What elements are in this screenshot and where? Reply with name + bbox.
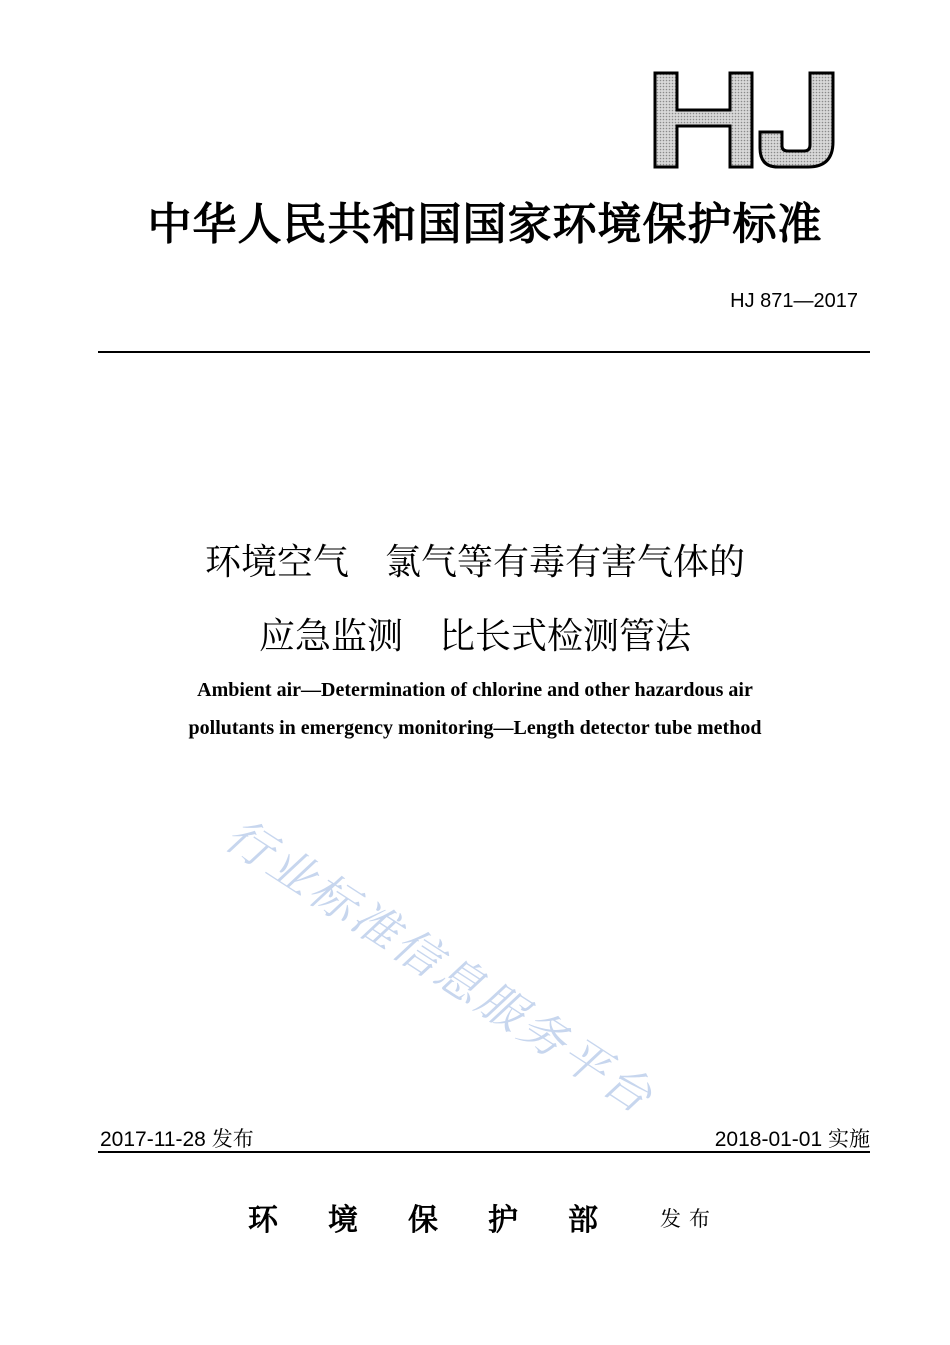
issuing-authority: 环境保护部 xyxy=(248,1203,648,1238)
bottom-divider xyxy=(98,1151,870,1153)
issuing-authority-suffix: 发布 xyxy=(660,1207,718,1231)
chinese-title-line-2: 应急监测 比长式检测管法 xyxy=(258,616,691,657)
top-divider xyxy=(98,351,870,353)
watermark: 行业标准信息服务平台 xyxy=(215,807,665,1126)
standard-number: HJ 871—2017 xyxy=(730,290,858,312)
national-standard-title: 中华人民共和国国家环境保护标准 xyxy=(147,199,823,250)
issue-date: 2017-11-28 发布 xyxy=(100,1128,254,1151)
chinese-title-line-1: 环境空气 氯气等有毒有害气体的 xyxy=(204,542,745,583)
english-title-line-2: pollutants in emergency monitoring—Length detector tube method xyxy=(188,717,762,739)
english-title-line-1: Ambient air—Determination of chlorine and other hazardous air xyxy=(197,679,753,701)
hj-logo xyxy=(650,70,845,170)
implementation-date: 2018-01-01 实施 xyxy=(714,1128,870,1151)
